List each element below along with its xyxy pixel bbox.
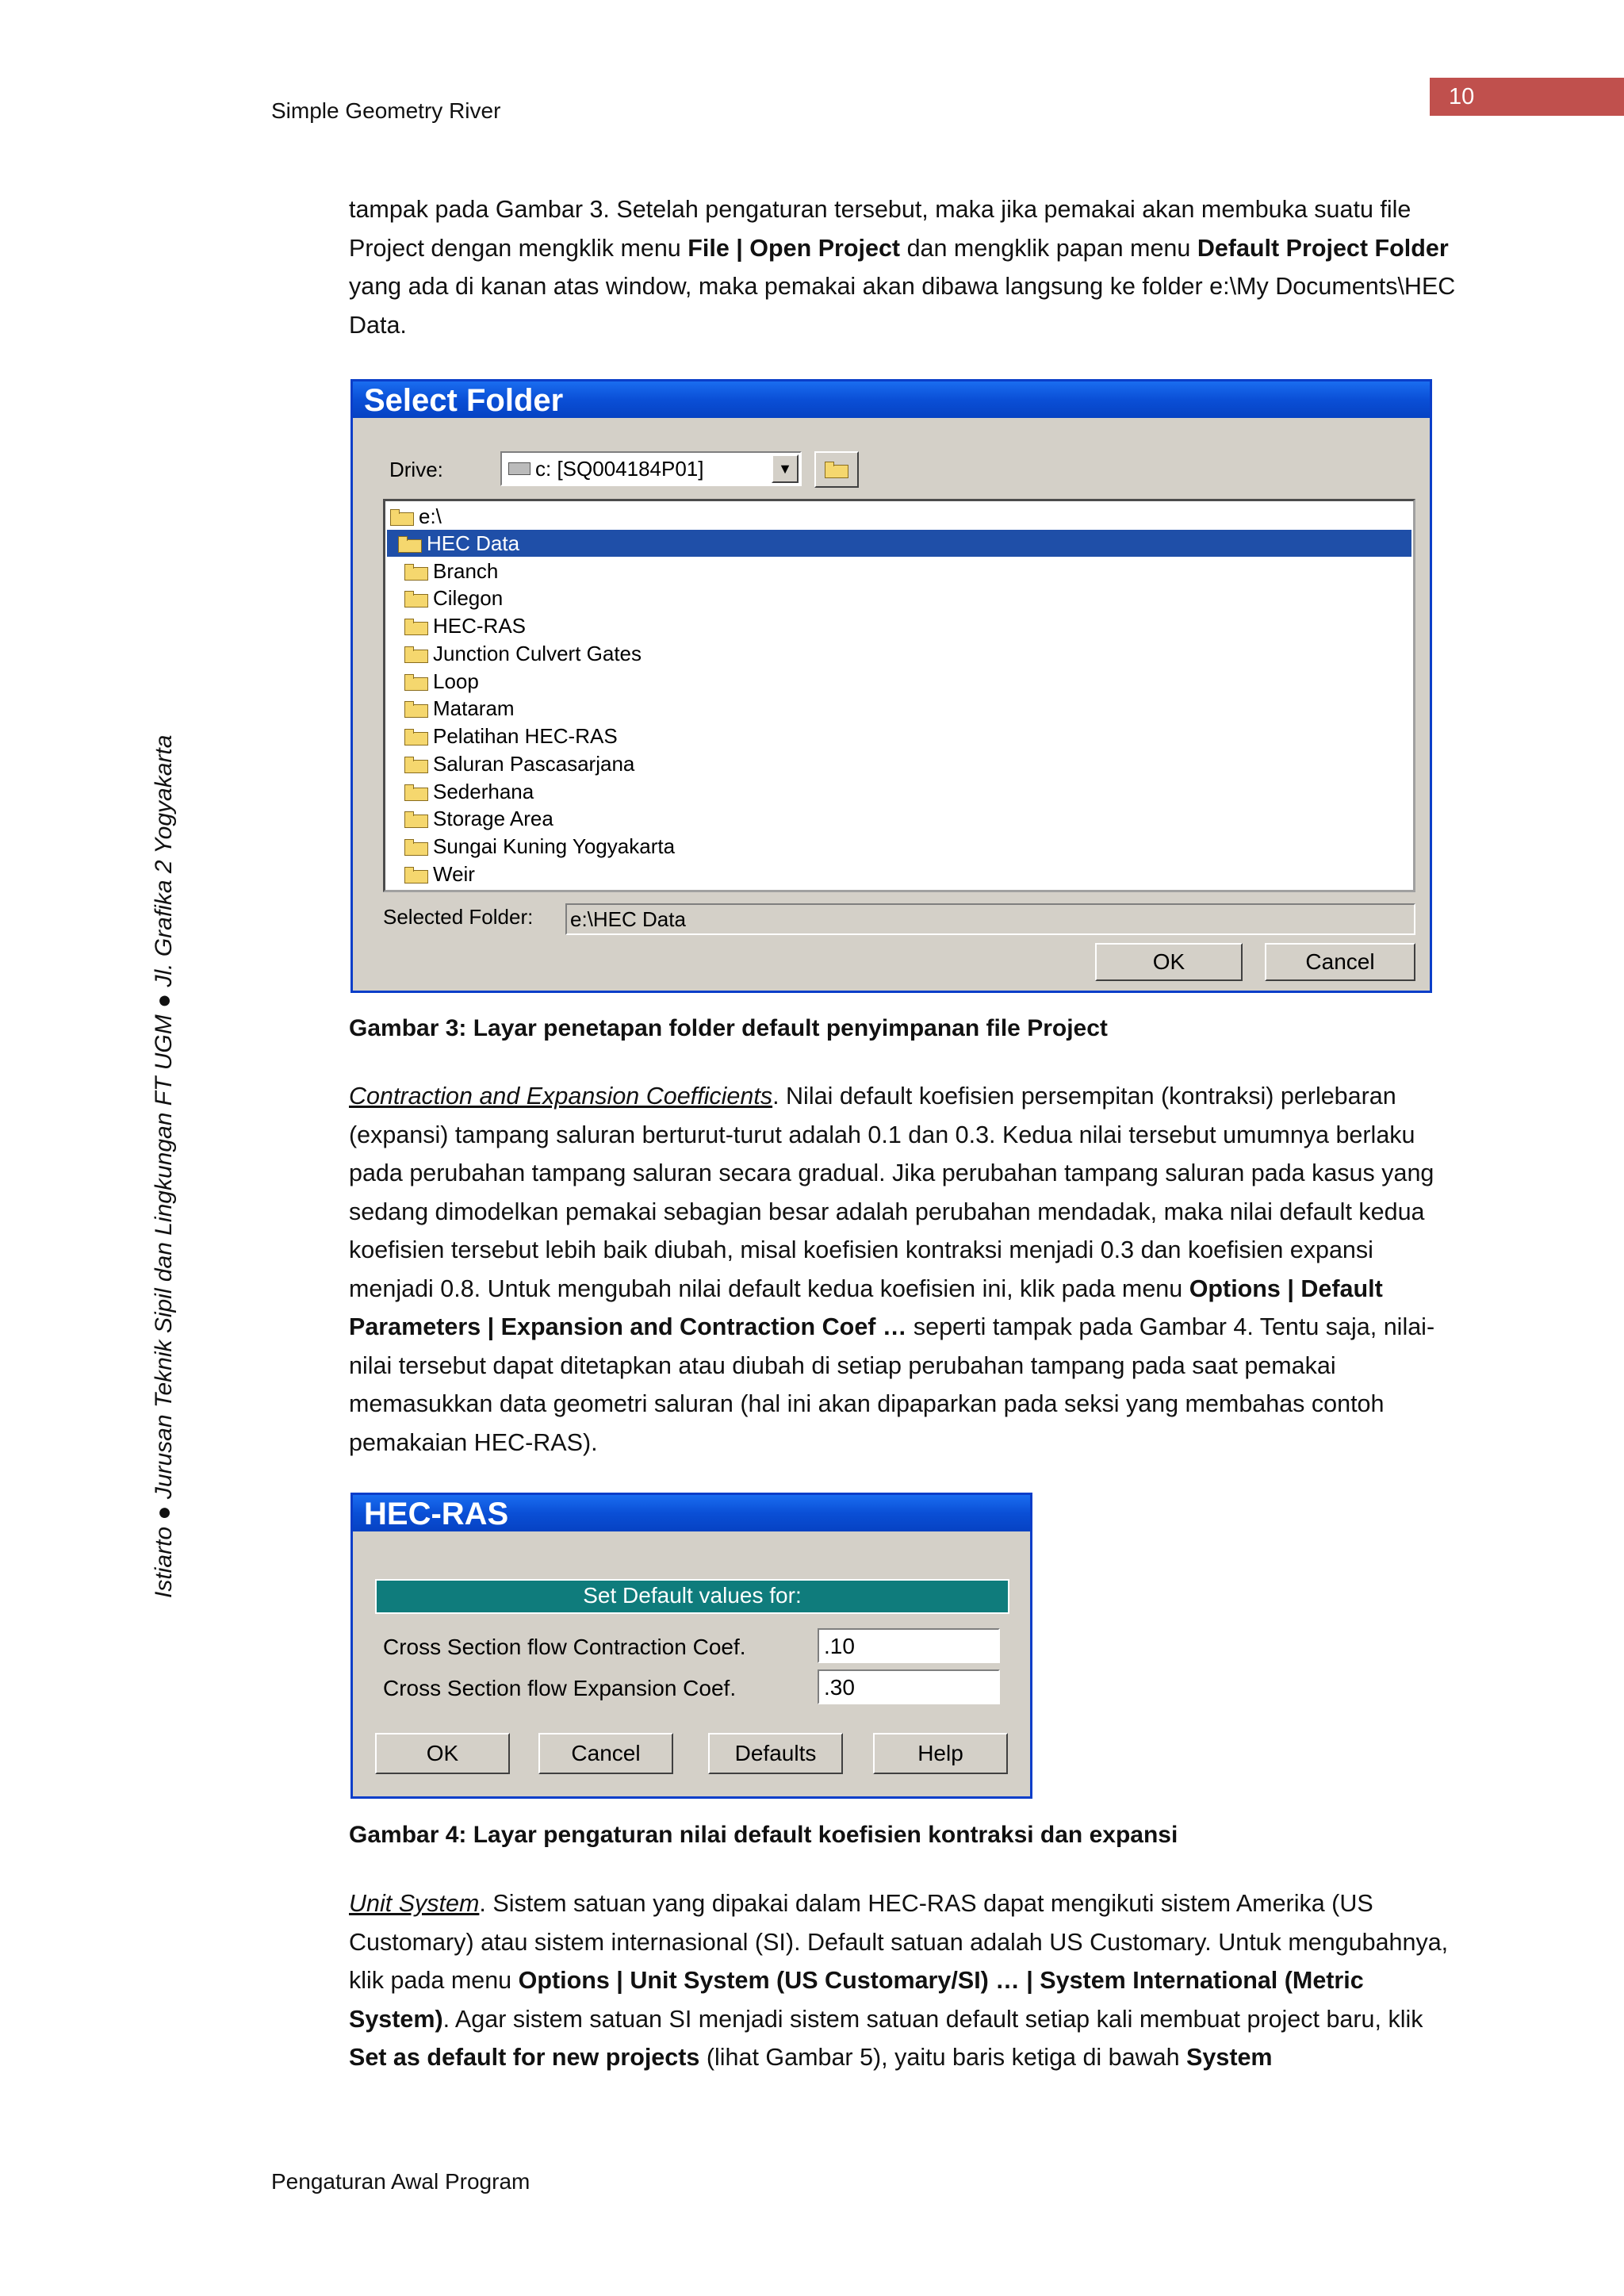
dialog-title: Select Folder [353, 381, 1430, 418]
folder-icon [404, 784, 428, 801]
list-item[interactable]: Storage Area [404, 805, 553, 832]
folder-icon [404, 756, 428, 773]
folder-icon [404, 673, 428, 691]
list-item[interactable]: Branch [404, 558, 498, 585]
dialog-section-header: Set Default values for: [375, 1579, 1009, 1614]
term-unit-system: Unit System [349, 1890, 480, 1917]
cancel-button[interactable]: Cancel [538, 1733, 673, 1774]
term-contraction-expansion: Contraction and Expansion Coefficients [349, 1083, 773, 1110]
folder-icon [404, 700, 428, 718]
selected-folder-label: Selected Folder: [383, 905, 534, 929]
expansion-label: Cross Section flow Expansion Coef. [383, 1676, 737, 1700]
figure-caption-4: Gambar 4: Layar pengaturan nilai default koefisien kontraksi dan expansi [349, 1822, 1178, 1848]
running-footer: Pengaturan Awal Program [271, 2169, 530, 2194]
figure-caption-3: Gambar 3: Layar penetapan folder default penyimpanan file Project [349, 1015, 1108, 1041]
list-item[interactable]: Pelatihan HEC-RAS [404, 723, 618, 749]
list-item[interactable]: Sungai Kuning Yogyakarta [404, 833, 675, 860]
ok-button[interactable]: OK [1095, 943, 1243, 981]
list-item[interactable]: HEC-RAS [404, 612, 526, 639]
folder-icon [404, 866, 428, 884]
help-button[interactable]: Help [873, 1733, 1008, 1774]
expansion-coef-input[interactable] [818, 1669, 1000, 1704]
drive-icon [508, 462, 530, 475]
list-item[interactable]: Saluran Pascasarjana [404, 750, 634, 777]
drive-select[interactable] [500, 451, 802, 486]
expansion-value: .30 [824, 1675, 855, 1700]
hec-ras-dialog [350, 1493, 1032, 1799]
ok-button[interactable]: OK [375, 1733, 510, 1774]
list-item[interactable]: Junction Culvert Gates [404, 640, 642, 667]
list-item[interactable]: Cilegon [404, 585, 503, 611]
running-header: Simple Geometry River [271, 98, 501, 123]
folder-open-icon [398, 535, 422, 553]
folder-icon [404, 811, 428, 828]
cancel-button[interactable]: Cancel [1265, 943, 1415, 981]
paragraph-2: Contraction and Expansion Coefficients. Nilai default koefisien persempitan (kontraksi) perlebaran (expansi) tampang saluran berturut-turut adalah 0.1 dan 0.3. Kedua nilai tersebut umumnya berlaku pada perubahan tampang saluran secara gradual. Jika perubahan tampang saluran pada kasus yang sedang dimodelkan pemakai sebagian besar adalah perubahan mendadak, maka nilai default kedua koefisien tersebut lebih baik diubah, misal koefisien kontraksi menjadi 0.3 dan koefisien expansi menjadi 0.8. Untuk mengubah nilai default kedua koefisien ini, klik pada menu Options | Default Parameters | Expansion and Contraction Coef … seperti tampak pada Gambar 4. Tentu saja, nilai-nilai tersebut dapat ditetapkan atau diubah di setiap perubahan tampang pada saat pemakai memasukkan data geometri saluran (hal ini akan dipaparkan pada seksi yang membahas contoh pemakaian HEC-RAS). [349, 1083, 1435, 1456]
folder-icon [825, 461, 848, 478]
selected-folder-value: e:\HEC Data [570, 907, 686, 931]
page-number: 10 [1430, 78, 1624, 116]
folder-list[interactable] [383, 499, 1415, 892]
folder-icon [404, 618, 428, 635]
defaults-button[interactable]: Defaults [708, 1733, 843, 1774]
list-item[interactable]: Loop [404, 668, 479, 695]
list-item[interactable]: Weir [404, 861, 475, 887]
folder-icon [404, 728, 428, 746]
folder-icon [404, 838, 428, 856]
side-margin-text: Istiarto ● Jurusan Teknik Sipil dan Lingkungan FT UGM ● Jl. Grafika 2 Yogyakarta [151, 734, 177, 1598]
paragraph-1: tampak pada Gambar 3. Setelah pengaturan tersebut, maka jika pemakai akan membuka suatu file Project dengan mengklik menu File | Open Project dan mengklik papan menu Default Project Folder yang ada di kanan atas window, maka pemakai akan dibawa langsung ke folder e:\My Documents\HEC Data. [349, 196, 1456, 339]
list-item-selected[interactable]: HEC Data [387, 530, 1411, 557]
folder-icon [404, 646, 428, 663]
contraction-coef-input[interactable] [818, 1628, 1000, 1663]
list-item-root[interactable]: e:\ [390, 503, 442, 530]
contraction-value: .10 [824, 1634, 855, 1658]
selected-folder-field[interactable] [565, 903, 1415, 935]
chevron-down-icon[interactable]: ▼ [772, 454, 799, 483]
drive-value: c: [SQ004184P01] [535, 457, 704, 481]
new-folder-button[interactable] [814, 451, 859, 488]
folder-icon [404, 590, 428, 608]
paragraph-3: Unit System. Sistem satuan yang dipakai dalam HEC-RAS dapat mengikuti sistem Amerika (US Customary) atau sistem internasional (SI). Default satuan adalah US Customary. Untuk mengubahnya, klik pada menu Options | Unit System (US Customary/SI) … | System International (Metric System). Agar sistem satuan SI menjadi sistem satuan default setiap kali membuat project baru, klik Set as default for new projects (lihat Gambar 5), yaitu baris ketiga di bawah System [349, 1890, 1449, 2071]
list-item[interactable]: Mataram [404, 695, 515, 722]
dialog-title: HEC-RAS [353, 1495, 1030, 1531]
list-item[interactable]: Sederhana [404, 778, 534, 805]
contraction-label: Cross Section flow Contraction Coef. [383, 1635, 746, 1659]
drive-label: Drive: [389, 458, 443, 481]
folder-icon [404, 563, 428, 581]
select-folder-dialog [350, 379, 1432, 993]
folder-open-icon [390, 508, 414, 526]
